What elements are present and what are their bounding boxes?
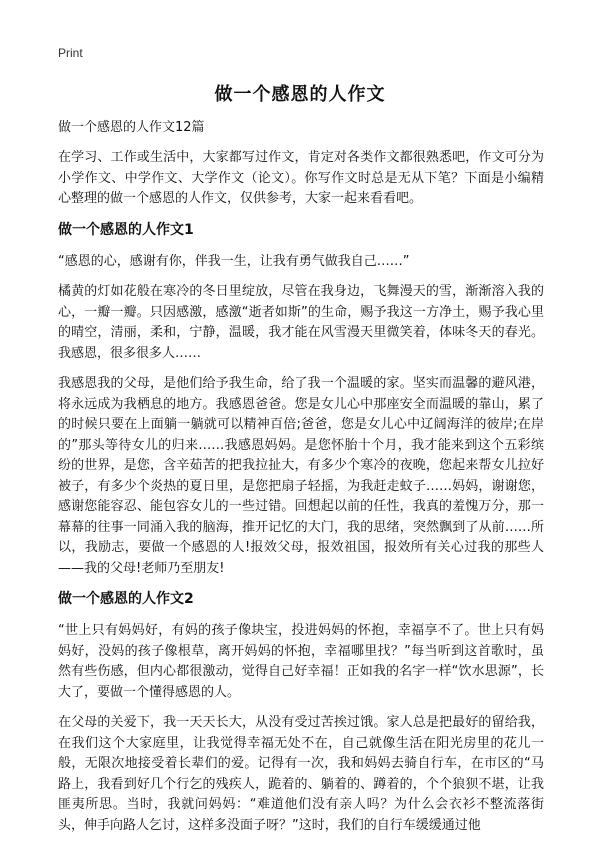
paragraph: “感恩的心，感谢有你，伴我一生，让我有勇气做我自己……” — [58, 253, 410, 269]
paragraph: 在父母的关爱下，我一天天长大，从没有受过苦挨过饿。家人总是把最好的留给我，在我们这个大家庭里，让我觉得幸福无处不在，自己就像生活在阳光房里的花儿一般，无限次地接受着长辈们的爱。记得有一次，我和妈妈去骑自行车，在市区的“马路上，我看到好几个行乞的残疾人，跪着的、躺着的、蹲着的，个个狼狈不堪，让我匪夷所思。当时，我就问妈妈：“难道他们没有亲人吗？为什么会衣衫不整流落街头，伸手向路人乞讨，这样多没面子呀？”这时，我们的自行车缓缓通过他 — [58, 715, 544, 833]
article-subtitle: 做一个感恩的人作文12篇 — [58, 120, 205, 135]
article-body — [58, 118, 544, 846]
section-heading: 做一个感恩的人作文1 — [58, 221, 194, 238]
paragraph: 我感恩我的父母，是他们给予我生命，给了我一个温暖的家。坚实而温馨的避风港，将永远成为我栖息的地方。我感恩爸爸。您是女儿心中那座安全而温暖的靠山，累了的时候只要在上面躺一躺就可以精神百倍;爸爸，您是女儿心中辽阔海洋的彼岸;在岸的”那头等待女儿的归来……我感恩妈妈。是您怀胎十个月，我才能来到这个五彩缤纷的世界，是您，含辛茹苦的把我拉扯大，有多少个寒冷的夜晚，您起来帮女儿拉好被子，有多少个炎热的夏日里，是您把扇子轻摇，为我赶走蚊子……妈妈，谢谢您，感谢您能容忍、能包容女儿的一些过错。回想起以前的任性，我真的羞愧万分，那一幕幕的往事一同涌入我的脑海，推开记忆的大门，我的思绪，突然飘到了从前……所以，我励志，要做一个感恩的人!报效父母，报效祖国，报效所有关心过我的那些人——我的父母!老师乃至朋友! — [58, 376, 544, 576]
section-heading: 做一个感恩的人作文2 — [58, 591, 194, 607]
paragraph: “世上只有妈妈好，有妈的孩子像块宝，投进妈妈的怀抱，幸福享不了。世上只有妈妈好，没妈的孩子像根草，离开妈妈的怀抱，幸福哪里找？”每当听到这首歌时，虽然有些伤感，但内心都很激动，觉得自己好幸福！正如我的名字一样“饮水思源”，长大了，要做一个懂得感恩的人。 — [58, 623, 544, 700]
intro-paragraph: 在学习、工作或生活中，大家都写过作文，肯定对各类作文都很熟悉吧，作文可分为小学作文、中学作文、大学作文（论文）。你写作文时总是无从下笔？下面是小编精心整理的做一个感恩的人作文，仅供参考，大家一起来看看吧。 — [58, 150, 544, 206]
print-link[interactable]: Print — [58, 46, 83, 60]
paragraph: 橘黄的灯如花般在寒冷的冬日里绽放，尽管在我身边，飞舞漫天的雪，渐渐溶入我的心，一瓣一瓣。只因感激，感激“逝者如斯”的生命，赐予我这一方净土，赐予我心里的晴空，清丽，柔和，宁静，温暖，我才能在风雪漫天里微笑着，体味冬天的春光。我感恩，很多很多人…… — [58, 284, 544, 361]
page-title: 做一个感恩的人作文 — [214, 84, 386, 105]
